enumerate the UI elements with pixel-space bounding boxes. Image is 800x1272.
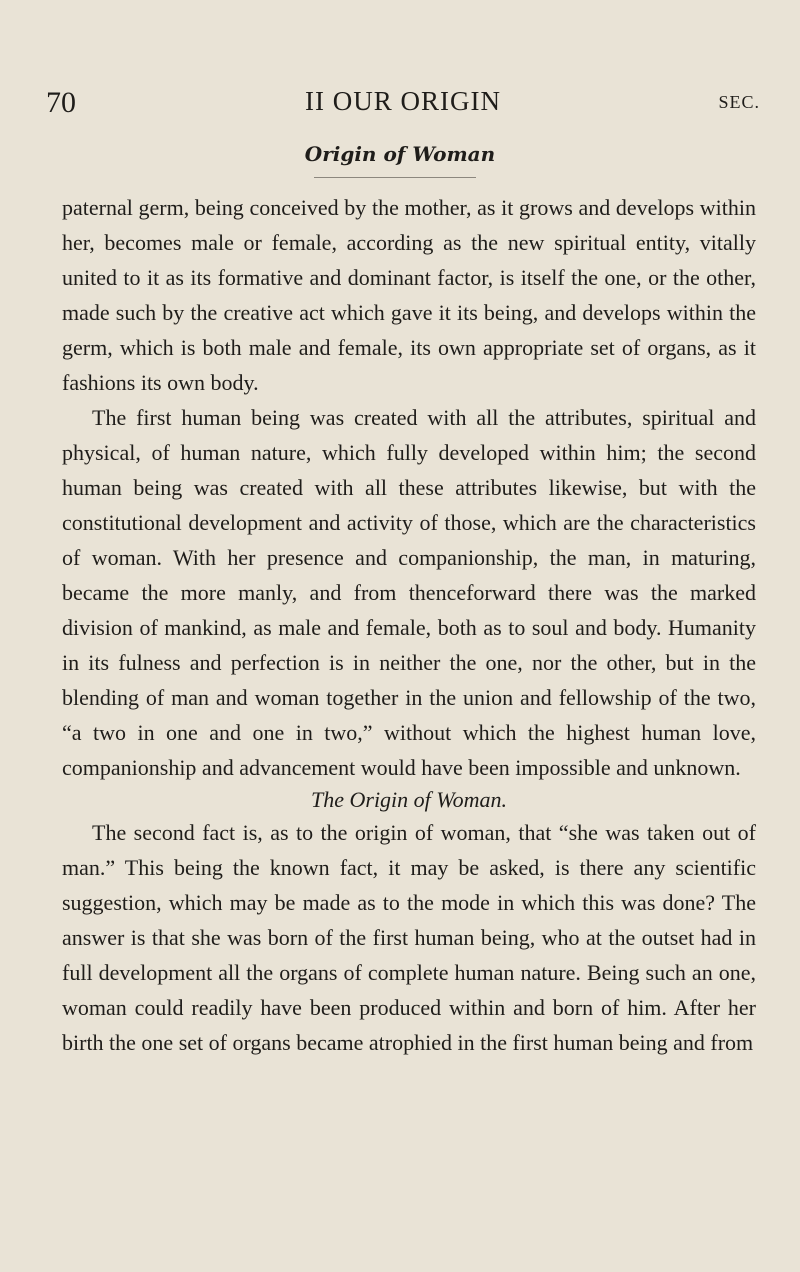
body-text: [62, 190, 756, 1060]
section-label: SEC.: [718, 92, 760, 112]
header-rule: [314, 177, 476, 178]
paragraph-1: paternal germ, being conceived by the mother, as it grows and develops within her, becomes male or female, according as the new spiritual entity, vitally united to it as its formative and dominant factor, is itself the one, or the other, made such by the creative act which gave it its being, and develops within the germ, which is both male and female, its own appropriate set of organs, as it fashions its own body.: [62, 195, 756, 395]
subhead: Origin of Woman: [304, 142, 496, 166]
paragraph-2: The first human being was created with all the attributes, spiritual and physical, of human nature, which fully developed within him; the second human being was created with all these attributes likewise, but with the constitutional development and activity of those, which are the characteristics of woman. With her presence and companionship, the man, in maturing, became the more manly, and from thenceforward there was the marked division of mankind, as male and female, both as to soul and body. Humanity in its fulness and perfection is in neither the one, nor the other, but in the blending of man and woman together in the union and fellowship of the two, “a two in one and one in two,” without which the highest human love, companionship and advancement would have been impossible and unknown.: [62, 405, 756, 780]
section-title: The Origin of Woman.: [311, 787, 507, 812]
page-number: 70: [46, 86, 76, 119]
page-header: [46, 86, 760, 126]
paragraph-3: The second fact is, as to the origin of woman, that “she was taken out of man.” This being the known fact, it may be asked, is there any scientific suggestion, which may be made as to the mode in which this was done? The answer is that she was born of the first human being, who at the outset had in full development all the organs of complete human nature. Being such an one, woman could readily have been produced within and born of him. After her birth the one set of organs became atrophied in the first human being and from: [62, 820, 756, 1055]
running-title: II OUR ORIGIN: [305, 86, 501, 116]
